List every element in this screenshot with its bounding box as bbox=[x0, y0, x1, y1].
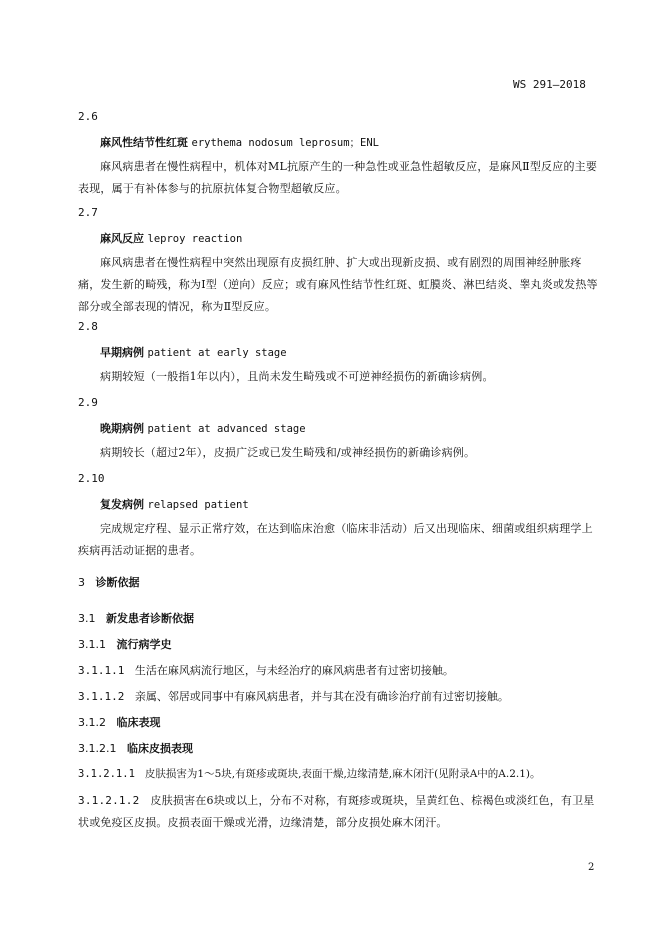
subsection-heading bbox=[78, 740, 193, 756]
term-zh: 复发病例 bbox=[100, 498, 144, 511]
section-heading bbox=[78, 574, 140, 590]
clause bbox=[78, 662, 454, 678]
section-number: 3.1 bbox=[78, 612, 96, 625]
term-heading bbox=[100, 230, 242, 246]
term-number: 2.7 bbox=[78, 206, 98, 219]
clause-text: 皮肤损害为1～5块,有斑疹或斑块,表面干燥,边缘清楚,麻木闭汗(见附录A中的A.2.1)。 bbox=[144, 768, 541, 780]
term-en: leproy reaction bbox=[147, 233, 243, 245]
term-en: erythema nodosum leprosum；ENL bbox=[191, 137, 380, 149]
clause-number: 3.1.1.1 bbox=[78, 664, 125, 677]
term-en: patient at early stage bbox=[147, 347, 287, 359]
term-heading bbox=[100, 344, 287, 360]
section-title: 流行病学史 bbox=[116, 638, 172, 651]
term-number: 2.10 bbox=[78, 472, 105, 485]
clause-text: 皮肤损害在6块或以上，分布不对称，有斑疹或斑块，呈黄红色、棕褐色或淡红色，有卫星状或免疫区皮损。皮损表面干燥或光滑，边缘清楚，部分皮损处麻木闭汗。 bbox=[78, 794, 595, 829]
term-definition: 病期较短（一般指1年以内），且尚未发生畸残或不可逆神经损伤的新确诊病例。 bbox=[100, 370, 494, 383]
subsection-heading bbox=[78, 636, 172, 652]
page-number: 2 bbox=[588, 862, 595, 873]
section-number: 3.1.2.1 bbox=[78, 742, 117, 755]
term-heading bbox=[100, 496, 249, 512]
term-zh: 晚期病例 bbox=[100, 422, 144, 435]
clause-text: 亲属、邻居或同事中有麻风病患者，并与其在没有确诊治疗前有过密切接触。 bbox=[134, 690, 509, 703]
standard-number: WS 291—2018 bbox=[513, 78, 586, 91]
term-zh: 麻风性结节性红斑 bbox=[100, 136, 188, 149]
term-en: patient at advanced stage bbox=[147, 423, 306, 435]
term-en: relapsed patient bbox=[147, 499, 249, 511]
section-number: 3.1.1 bbox=[78, 638, 106, 651]
clause-text: 生活在麻风病流行地区，与未经治疗的麻风病患者有过密切接触。 bbox=[134, 664, 454, 677]
term-heading bbox=[100, 420, 306, 436]
term-heading bbox=[100, 134, 379, 150]
term-definition: 麻风病患者在慢性病程中突然出现原有皮损红肿、扩大或出现新皮损、或有剧烈的周围神经肿胀疼痛，发生新的畸残，称为Ⅰ型（逆向）反应；或有麻风性结节性红斑、虹膜炎、淋巴结炎、睾丸炎或发热等部分或全部表现的情况，称为Ⅱ型反应。 bbox=[78, 256, 598, 313]
clause-number: 3.1.2.1.2 bbox=[78, 794, 140, 807]
term-zh: 麻风反应 bbox=[100, 232, 144, 245]
term-number: 2.9 bbox=[78, 396, 98, 409]
subsection-heading bbox=[78, 714, 161, 730]
subsection-heading bbox=[78, 610, 194, 626]
clause-number: 3.1.2.1.1 bbox=[78, 768, 135, 780]
section-number: 3 bbox=[78, 576, 85, 589]
section-number: 3.1.2 bbox=[78, 716, 106, 729]
clause bbox=[78, 790, 598, 834]
section-title: 临床皮损表现 bbox=[126, 742, 193, 755]
clause bbox=[78, 766, 541, 781]
term-definition: 麻风病患者在慢性病程中，机体对ML抗原产生的一种急性或亚急性超敏反应，是麻风Ⅱ型反应的主要表现，属于有补体参与的抗原抗体复合物型超敏反应。 bbox=[78, 160, 598, 195]
section-title: 临床表现 bbox=[116, 716, 161, 729]
term-definition: 完成规定疗程、显示正常疗效，在达到临床治愈（临床非活动）后又出现临床、细菌或组织病理学上疾病再活动证据的患者。 bbox=[78, 522, 593, 557]
term-number: 2.8 bbox=[78, 320, 98, 333]
clause bbox=[78, 688, 509, 704]
term-number: 2.6 bbox=[78, 110, 98, 123]
term-zh: 早期病例 bbox=[100, 346, 144, 359]
section-title: 诊断依据 bbox=[95, 576, 140, 589]
term-definition: 病期较长（超过2年），皮损广泛或已发生畸残和/或神经损伤的新确诊病例。 bbox=[100, 446, 476, 459]
section-title: 新发患者诊断依据 bbox=[106, 612, 194, 625]
clause-number: 3.1.1.2 bbox=[78, 690, 125, 703]
